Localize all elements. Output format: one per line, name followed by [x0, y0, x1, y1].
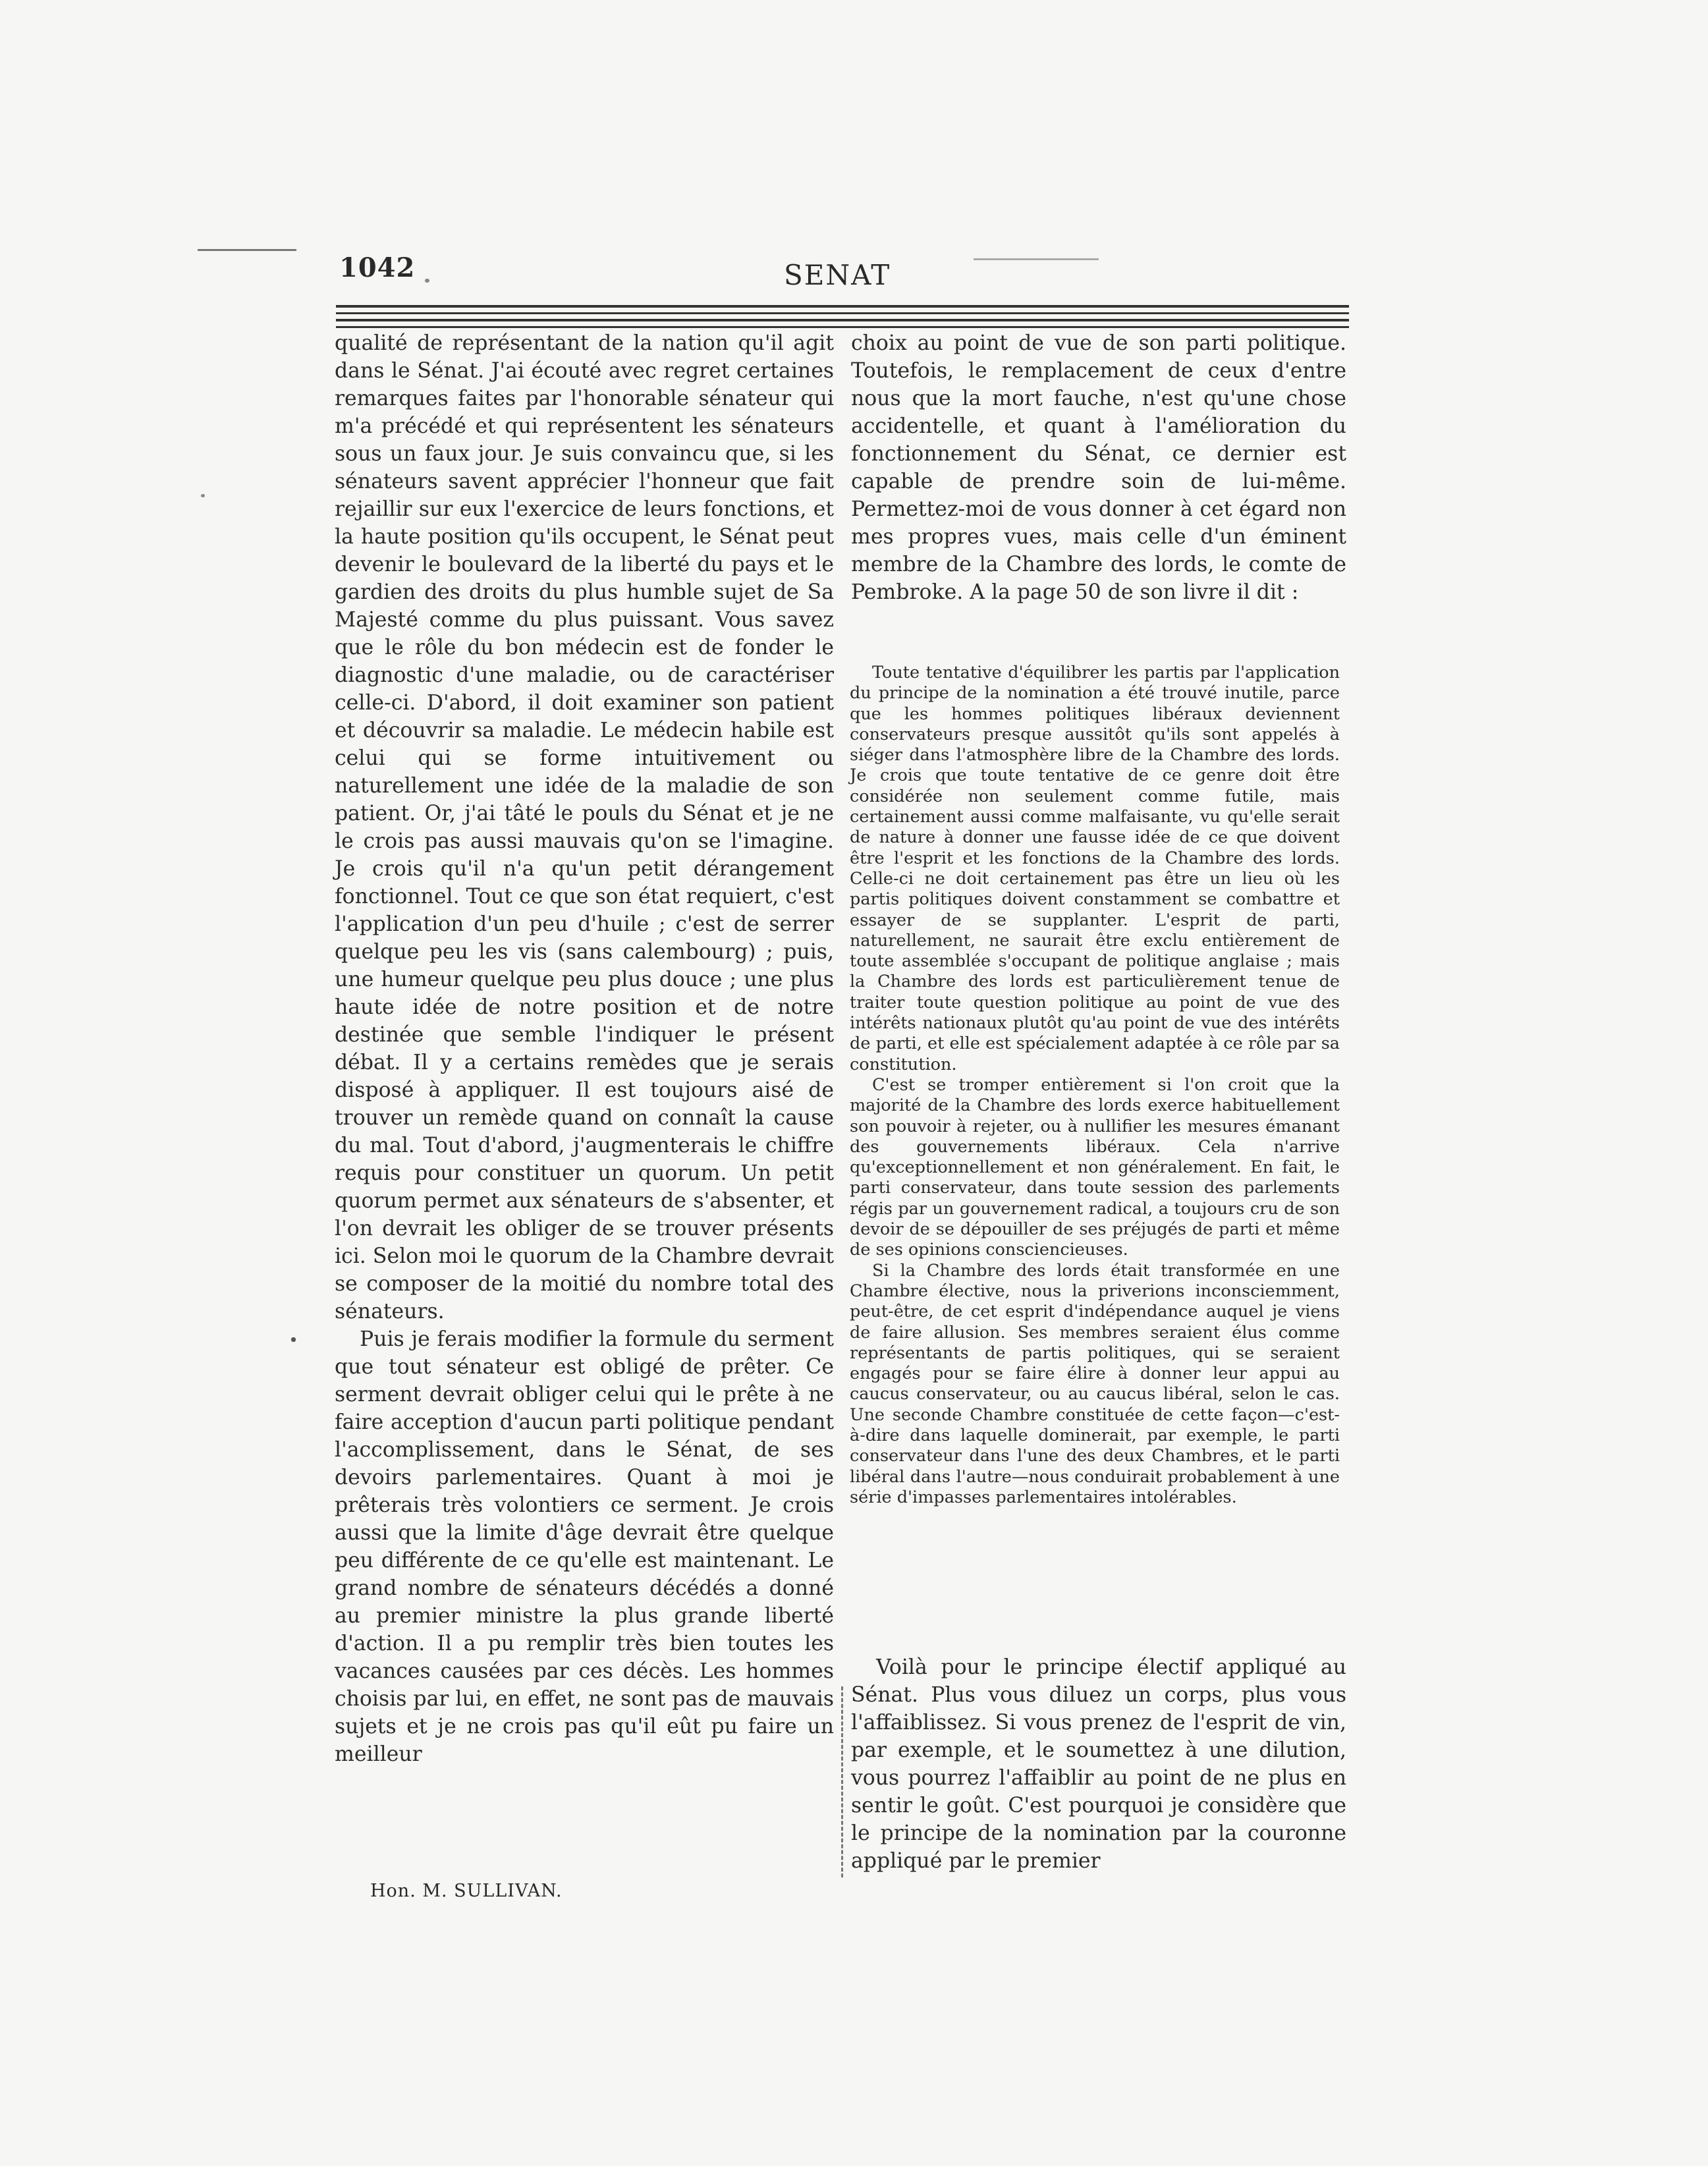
- scan-mark-top-left: [198, 249, 296, 251]
- column-divider: [841, 1686, 843, 1877]
- block-quote: [850, 659, 1340, 1508]
- quote-paragraph: Toute tentative d'équilibrer les partis par l'application du principe de la nomination a été trouvé inutile, parce que les hommes politiques libéraux deviennent conservateurs presque aussitôt qu'ils sont appelés à siéger dans l'atmosphère libre de la Chambre des lords. Je crois que toute tentative de ce genre doit être considérée non seulement comme futile, mais certainement aussi comme malfaisante, vu qu'elle serait de nature à donner une fausse idée de ce que doivent être l'esprit et les fonctions de la Chambre des lords. Celle-ci ne doit certainement pas être un lieu où les partis politiques doivent constamment se combattre et essayer de se supplanter. L'esprit de parti, naturellement, ne saurait être exclu entièrement de toute assemblée s'occupant de politique anglaise ; mais la Chambre des lords est particulièrement tenue de traiter toute question politique au point de vue des intérêts nationaux plutôt qu'au point de vue des intérêts de parti, et elle est spécialement adaptée à ce rôle par sa constitution.: [850, 663, 1340, 1074]
- quote-paragraph: Si la Chambre des lords était transformée en une Chambre élective, nous la priverions inconsciemment, peut-être, de cet esprit d'indépendance auquel je viens de faire allusion. Ses membres seraient élus comme représentants de partis politiques, qui se seraient engagés pour se faire élire à donner leur appui au caucus conservateur, ou au caucus libéral, selon le cas. Une seconde Chambre constituée de cette façon—c'est-à-dire dans laquelle dominerait, par exemple, le parti conservateur dans l'une des deux Chambres, et le parti libéral dans l'autre—nous conduirait probablement à une série d'impasses parlementaires intolérables.: [850, 1260, 1340, 1507]
- page-number: 1042: [339, 252, 416, 283]
- body-paragraph: Voilà pour le principe électif appliqué au Sénat. Plus vous diluez un corps, plus vous l'affaiblissez. Si vous prenez de l'esprit de vin, par exemple, et le soumettez à une dilution, vous pourrez l'affaiblir au point de ne plus en sentir le goût. C'est pourquoi je considère que le principe de la nomination par la couronne appliqué par le premier: [851, 1655, 1346, 1873]
- right-column-top: [851, 329, 1346, 606]
- header-rule: [336, 305, 1349, 308]
- header-rule: [336, 326, 1349, 328]
- scan-speck: [201, 494, 205, 497]
- header-rule: [336, 312, 1349, 314]
- body-paragraph: choix au point de vue de son parti politique. Toutefois, le remplacement de ceux d'entre nous que la mort fauche, n'est qu'une chose accidentelle, et quant à l'amélioration du fonctionnement du Sénat, ce dernier est capable de prendre soin de lui-même. Permettez-moi de vous donner à cet égard non mes propres vues, mais celle d'un éminent membre de la Chambre des lords, le comte de Pembroke. A la page 50 de son livre il dit :: [851, 331, 1346, 604]
- body-paragraph: Puis je ferais modifier la formule du serment que tout sénateur est obligé de prêter. Ce serment devrait obliger celui qui le prête à ne faire acception d'aucun parti politique pendant l'accomplissement, dans le Sénat, de ses devoirs parlementaires. Quant à moi je prêterais très volontiers ce serment. Je crois aussi que la limite d'âge devrait être quelque peu différente de ce qu'elle est maintenant. Le grand nombre de sénateurs décédés a donné au premier ministre la plus grande liberté d'action. Il a pu remplir très bien toutes les vacances causées par ces décès. Les hommes choisis par lui, en effet, ne sont pas de mauvais sujets et je ne crois pas qu'il eût pu faire un meilleur: [335, 1327, 834, 1766]
- scan-mark-top-right: [974, 258, 1099, 260]
- scan-speck: [291, 1337, 296, 1342]
- running-head: SENAT: [784, 259, 891, 291]
- header-rule: [336, 319, 1349, 321]
- left-column: [335, 329, 834, 1768]
- scan-speck: [425, 279, 429, 283]
- body-paragraph: qualité de représentant de la nation qu'il agit dans le Sénat. J'ai écouté avec regret certaines remarques faites par l'honorable sénateur qui m'a précédé et qui représentent les sénateurs sous un faux jour. Je suis convaincu que, si les sénateurs savent apprécier l'honneur que fait rejaillir sur eux l'exercice de leurs fonctions, et la haute position qu'ils occupent, le Sénat peut devenir le boulevard de la liberté du pays et le gardien des droits du plus humble sujet de Sa Majesté comme du plus puissant. Vous savez que le rôle du bon médecin est de fonder le diagnostic d'une maladie, ou de caractériser celle-ci. D'abord, il doit examiner son patient et découvrir sa maladie. Le médecin habile est celui qui se forme intuitivement ou naturellement une idée de la maladie de son patient. Or, j'ai tâté le pouls du Sénat et je ne le crois pas aussi mauvais qu'on se l'imagine. Je crois qu'il n'a qu'un petit dérangement fonctionnel. Tout ce que son état requiert, c'est l'application d'un peu d'huile ; c'est de serrer quelque peu les vis (sans calembourg) ; puis, une humeur quelque peu plus douce ; une plus haute idée de notre position et de notre destinée que semble l'indiquer le présent débat. Il y a certains remèdes que je serais disposé à appliquer. Il est toujours aisé de trouver un remède quand on connaît la cause du mal. Tout d'abord, j'augmenterais le chiffre requis pour constituer un quorum. Un petit quorum permet aux sénateurs de s'absenter, et l'on devrait les obliger de se trouver présents ici. Selon moi le quorum de la Chambre devrait se composer de la moitié du nombre total des sénateurs.: [335, 331, 835, 1323]
- right-column-bottom: [851, 1653, 1346, 1875]
- speaker-footer: Hon. M. SULLIVAN.: [370, 1881, 563, 1901]
- quote-paragraph: C'est se tromper entièrement si l'on croit que la majorité de la Chambre des lords exerce habituellement son pouvoir à rejeter, ou à nullifier les mesures émanant des gouvernements libéraux. Cela n'arrive qu'exceptionnellement et non généralement. En fait, le parti conservateur, dans toute session des parlements régis par un gouvernement radical, a toujours cru de son devoir de se dépouiller de ses préjugés de parti et même de ses opinions consciencieuses.: [850, 1074, 1340, 1260]
